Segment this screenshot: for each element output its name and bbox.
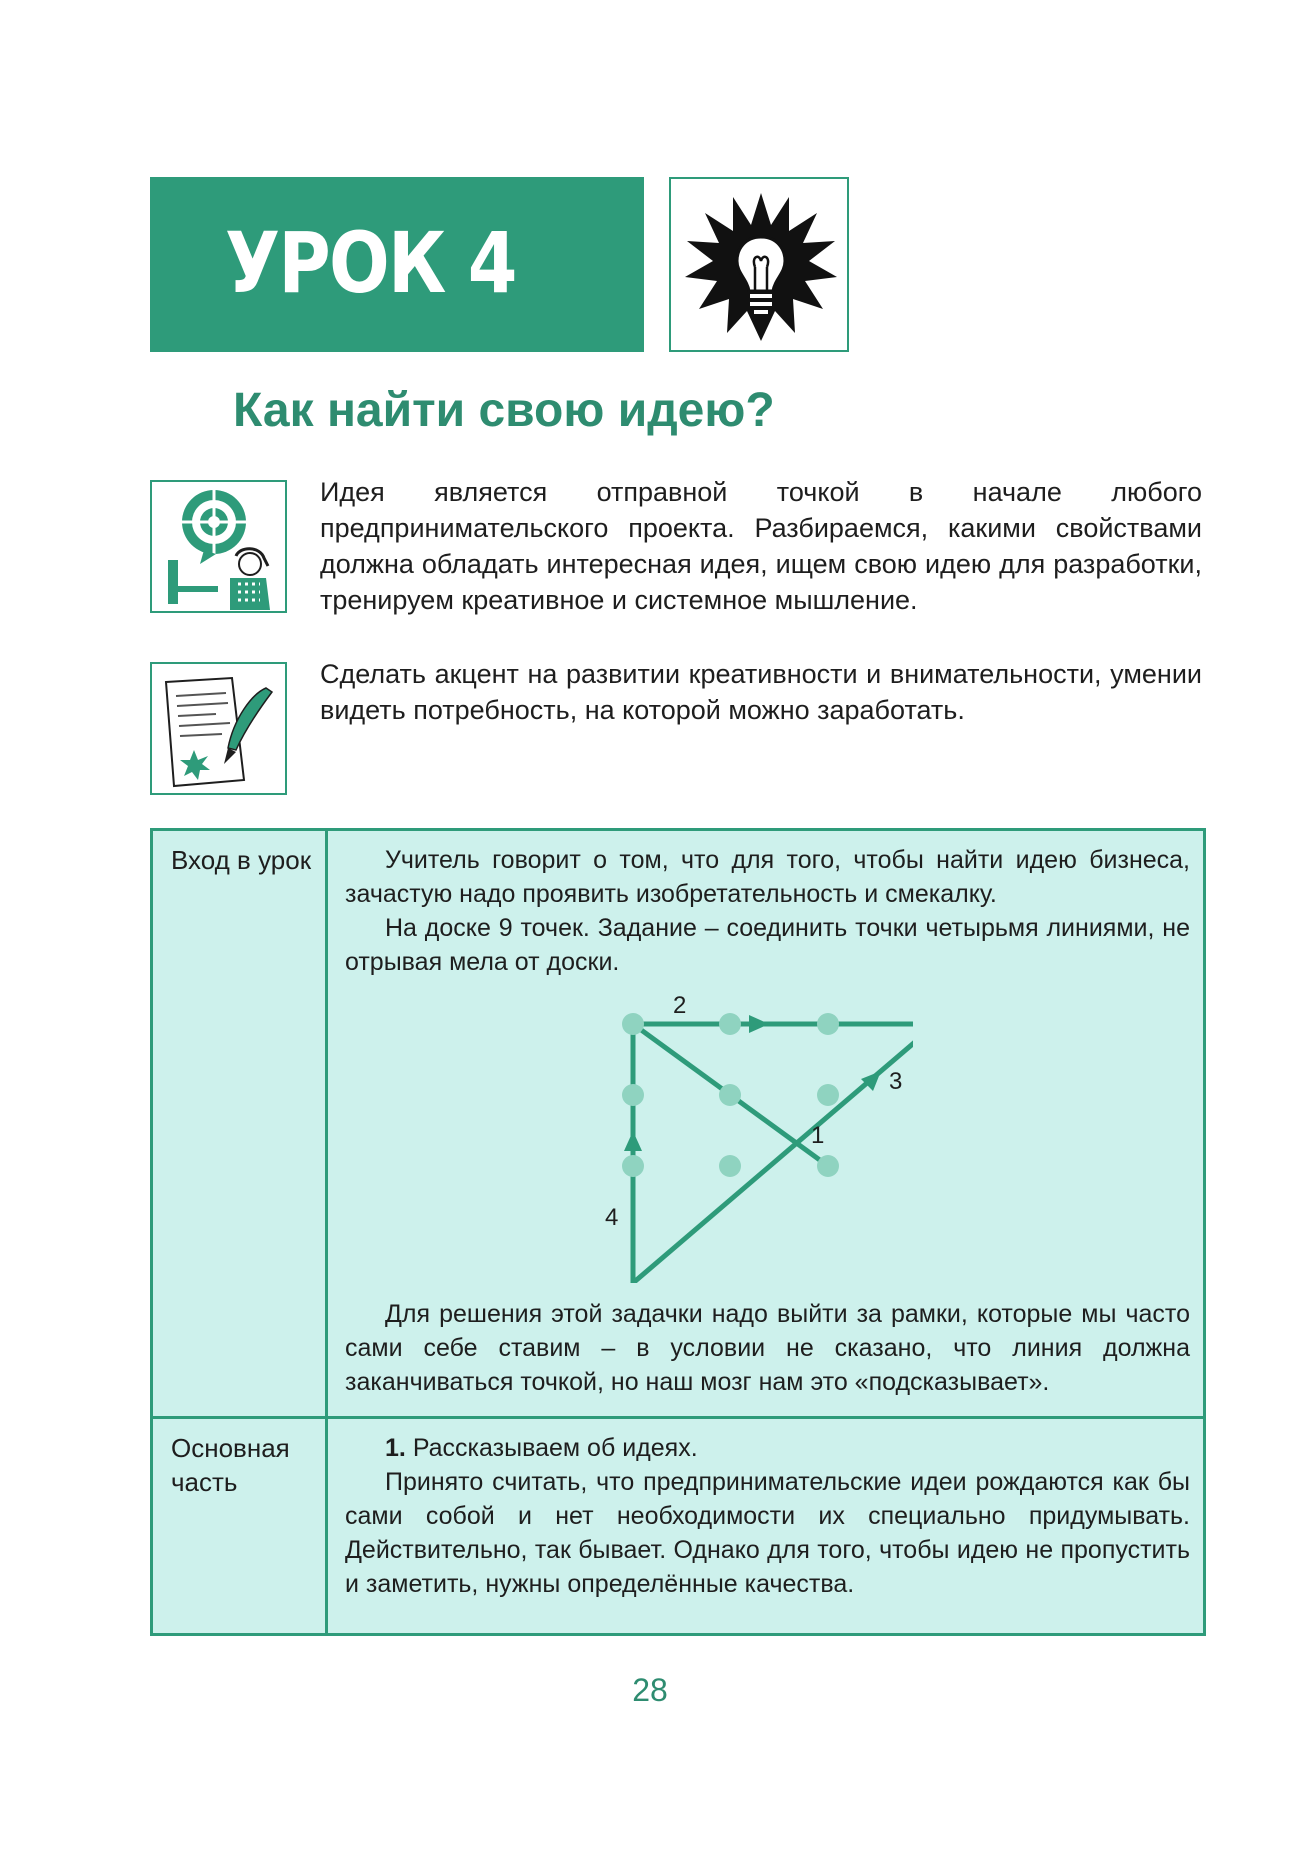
- row-main-text: [345, 1431, 1190, 1601]
- dot: [622, 1013, 644, 1035]
- entry-conclusion-text: [345, 1297, 1190, 1399]
- line-label-1: 1: [811, 1122, 825, 1149]
- solution-lines: [633, 1024, 913, 1283]
- teacher-note-text: Сделать акцент на развитии креативности и внимательности, умении видеть потребность, на которой можно заработать.: [320, 659, 1202, 725]
- dot: [817, 1013, 839, 1035]
- line-label-3: 3: [889, 1068, 903, 1095]
- lesson-plan-table: [150, 828, 1206, 1636]
- line-3: [633, 1024, 913, 1283]
- row-label-entry: Вход в урок: [171, 845, 312, 875]
- dot: [817, 1155, 839, 1177]
- line-label-4: 4: [605, 1204, 619, 1231]
- document-pen-icon: [156, 668, 281, 793]
- entry-conclusion-paragraph: Для решения этой задачки надо выйти за рамки, которые мы часто сами себе ставим – в условии не сказано, что линия должна заканчиваться точкой, но наш мозг нам это «подсказывает».: [345, 1300, 1190, 1396]
- dot: [622, 1084, 644, 1106]
- goals-icon-box: [150, 480, 287, 613]
- lesson-subtitle: Как найти свою идею?: [233, 384, 775, 437]
- target-person-icon: [156, 486, 281, 611]
- lesson-title: УРОК 4: [225, 214, 516, 312]
- table-column-divider: [325, 831, 328, 1633]
- step-heading: [345, 1431, 1190, 1465]
- dot: [622, 1155, 644, 1177]
- direction-arrows: [624, 1015, 881, 1151]
- line-label-2: 2: [673, 993, 687, 1019]
- page-number: 28: [632, 1672, 668, 1708]
- lightbulb-icon: [681, 187, 841, 347]
- arrow-line-4: [624, 1131, 642, 1151]
- row-label-main: Основная часть: [171, 1433, 290, 1497]
- row-entry-text: [345, 843, 1190, 979]
- dot: [719, 1155, 741, 1177]
- dot: [817, 1084, 839, 1106]
- table-row-divider: [153, 1416, 1203, 1419]
- main-paragraph: Принято считать, что предпринимательские идеи рождаются как бы сами собой и нет необходимости их специально придумывать. Действительно, так бывает. Однако для того, чтобы идею не пропустить и заметить, нужны определённые качества.: [345, 1468, 1190, 1598]
- arrow-line-2: [749, 1015, 769, 1033]
- nine-dots-diagram: [593, 993, 913, 1283]
- note-icon-box: [150, 662, 287, 795]
- entry-paragraph: Учитель говорит о том, что для того, чтобы найти идею бизнеса, зачастую надо проявить изобретательность и смекалку.: [345, 846, 1190, 908]
- dot: [719, 1084, 741, 1106]
- lesson-banner: [150, 177, 644, 352]
- dot: [719, 1013, 741, 1035]
- idea-bulb-box: [669, 177, 849, 352]
- entry-paragraph: На доске 9 точек. Задание – соединить точки четырьмя линиями, не отрывая мела от доски.: [345, 914, 1190, 976]
- step-number: 1.: [385, 1434, 406, 1462]
- lesson-goals-text: Идея является отправной точкой в начале любого предпринимательского проекта. Разбираемся, какими свойствами должна обладать интересная идея, ищем свою идею для разработки, тренируем креативное и системное мышление.: [320, 477, 1202, 615]
- step-title: Рассказываем об идеях.: [412, 1434, 698, 1462]
